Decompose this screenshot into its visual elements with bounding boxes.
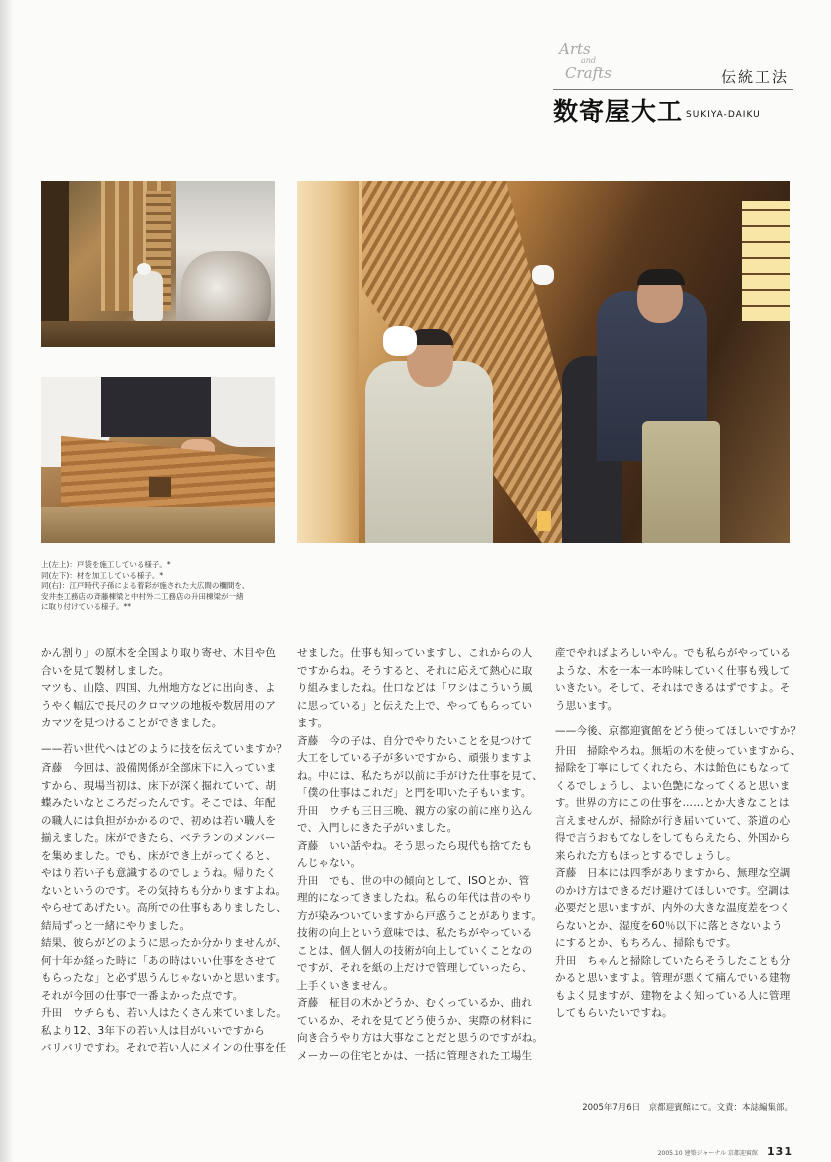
body-line: やらせてあげたい。高所での仕事もありましたし、: [41, 902, 287, 914]
and-word: and: [581, 56, 597, 65]
body-line: で、入門しにきた子がいました。: [297, 822, 458, 834]
caption-line: 上(左上)：戸袋を施工している様子。*: [41, 560, 171, 569]
body-line: 斉藤 今の子は、自分でやりたいことを見つけて: [297, 734, 533, 747]
body-line: 升田 ちゃんと掃除していたらそうしたことも分: [555, 954, 791, 967]
body-line: ね。中には、私たちが以前に手がけた仕事を見て、: [297, 769, 543, 782]
interview-byline: 2005年7月6日 京都迎賓館にて。文責：本誌編集部。: [582, 1103, 793, 1113]
body-line: に思っている」と伝えた上で、やってもらってい: [297, 699, 533, 712]
body-line: 合いを見て製材しました。: [41, 664, 170, 677]
category-label: 伝統工法: [720, 68, 789, 86]
caption-line: に取り付けている様子。**: [41, 602, 131, 611]
body-column-3: [555, 645, 802, 1023]
body-line: 結果、彼らがどのように思ったか分かりませんが、: [41, 937, 288, 949]
interview-question: ——若い世代へはどのように技を伝えていますか？: [41, 742, 288, 755]
page-title-english: SUKIYA-DAIKU: [686, 110, 761, 120]
body-line: ます。: [297, 717, 329, 729]
page-number: 131: [767, 1145, 793, 1158]
body-line: 升田 ウチらも、若い人はたくさん来ていました。: [41, 1007, 288, 1019]
body-line: 方が染みついていますから戸惑うことがあります。: [297, 909, 543, 922]
body-line: 向き合うやり方は大事なことだと思うのですがね。: [297, 1032, 544, 1044]
body-line: 斉藤 日本には四季がありますから、無理な空調: [555, 867, 791, 879]
body-line: すから、現場当初は、床下が深く掘れていて、胡: [41, 779, 277, 792]
body-line: それが今回の仕事で一番よかった点です。: [41, 989, 244, 1002]
section-header: [553, 42, 793, 132]
body-line: 上手くいきません。: [297, 979, 394, 992]
body-line: ですが、それを紙の上だけで管理していったら、: [297, 962, 533, 974]
body-line: 升田 ウチも三日三晩、親方の家の前に座り込ん: [297, 804, 533, 817]
body-line: 蝶みたいなところだったんです。そこでは、年配: [41, 797, 276, 809]
page-title: 数寄屋大工: [553, 97, 684, 126]
body-line: せました。仕事も知っていますし、これからの人: [297, 647, 533, 659]
body-line: いきたい。そして、それはできるはずですよ。そ: [555, 682, 791, 694]
body-line: 必要だと思いますが、内外の大きな温度差をつく: [555, 902, 791, 914]
page-footer: [658, 1140, 793, 1159]
photo-wood-processing: [41, 377, 275, 543]
photo-ranma-installation: [297, 181, 790, 543]
body-line: してもらいたいですね。: [555, 1007, 673, 1019]
body-line: の職人には負担がかかるので、初めは若い職人を: [41, 814, 277, 827]
body-line: のかけ方はできるだけ避けてほしいです。空調は: [555, 884, 790, 897]
body-line: り組みましたね。仕口などは「ワシはこういう風: [297, 682, 533, 694]
body-line: 掃除を丁寧にしてくれたら、木は飴色にもなって: [555, 762, 791, 774]
body-line: 私より12、3年下の若い人は目がいいですから: [41, 1024, 265, 1037]
arts-and-crafts-logo: [559, 42, 612, 80]
body-line: 何十年か経った時に「あの時はいい仕事をさせて: [41, 954, 277, 967]
body-line: メーカーの住宅とかは、一括に管理された工場生: [297, 1049, 533, 1062]
body-line: を集めました。でも、床ができ上がってくると、: [41, 849, 277, 862]
arts-word: Arts: [559, 40, 591, 58]
crafts-word: Crafts: [565, 64, 612, 82]
body-line: 揃えました。床ができたら、ベテランのメンバー: [41, 832, 276, 844]
body-line: 来られた方もほっとするでしょうし。: [555, 849, 737, 862]
caption-line: 同(右)：江戸時代子孫による着彩が施された大広間の欄間を、: [41, 581, 250, 590]
caption-line: 同(左下)：材を加工している様子。*: [41, 570, 164, 580]
body-line: 大工をしている子が多いですから、頑張りますよ: [297, 752, 533, 764]
body-line: かると思いますよ。管理が悪くて痛んでいる建物: [555, 972, 791, 984]
body-column-1: [41, 645, 288, 1058]
body-line: 技術の向上という意味では、私たちがやっている: [297, 927, 533, 939]
body-line: バリバリですわ。それで若い人にメインの仕事を任: [41, 1042, 287, 1054]
body-line: カマツを見つけることができました。: [41, 717, 223, 729]
body-line: 産でやればよろしいやん。でも私らがやっている: [555, 647, 792, 659]
body-line: もらったな」と必ず思うんじゃないかと思います。: [41, 972, 287, 984]
body-line: 斉藤 柾目の木かどうか、むくっているか、曲れ: [297, 997, 533, 1009]
body-line: んじゃない。: [297, 857, 362, 869]
body-line: 理的になってきましたね。私らの年代は昔のやり: [297, 892, 533, 904]
body-line: もよく見ますが、建物をよく知っている人に管理: [555, 989, 791, 1002]
body-line: 斉藤 今回は、設備関係が全部床下に入っていま: [41, 762, 277, 774]
header-rule: [553, 89, 793, 90]
body-line: 升田 掃除やろね。無垢の木を使っていますから、: [555, 744, 802, 757]
page-spine-shadow: [0, 0, 14, 1162]
body-line: 得で言うおもてなしをしてもらえたら、外国から: [555, 832, 791, 844]
body-line: ないというのです。その気持ちも分かりますよね。: [41, 884, 287, 897]
body-line: にするとか、もちろん、掃除もです。: [555, 937, 737, 949]
body-line: やはり若い子も意識するのでしょうね。帰りたく: [41, 867, 277, 879]
body-line: す。世界の方にこの仕事を……とか大きなことは: [555, 797, 790, 809]
body-line: マツも、山陰、四国、九州地方などに出向き、よ: [41, 682, 276, 694]
body-line: かん割り」の原木を全国より取り寄せ、木目や色: [41, 647, 277, 659]
body-column-2: [297, 645, 544, 1065]
body-line: う思います。: [555, 699, 619, 712]
body-line: 言えませんが、掃除が行き届いていて、茶道の心: [555, 814, 791, 827]
body-line: らないとか、湿度を60％以下に落とさないよう: [555, 919, 783, 932]
body-line: くるでしょうし、よい色艶になってくると思いま: [555, 779, 791, 792]
photo-door-pocket-installation: [41, 181, 275, 347]
caption-line: 安井杢工務店の斉藤棟梁と中村外二工務店の升田棟梁が一緒: [41, 591, 244, 601]
body-line: うやく幅広で長尺のクロマツの地板や数居用のア: [41, 699, 277, 712]
body-line: 斉藤 いい話やね。そう思ったら現代も捨てたも: [297, 839, 533, 852]
body-line: 「僕の仕事はこれだ」と門を叩いた子もいます。: [297, 787, 532, 799]
body-line: ているか、それを見てどう使うか、実際の材料に: [297, 1014, 533, 1027]
body-line: ような、木を一本一本吟味していく仕事も残して: [555, 664, 791, 677]
footer-issue-info: 2005.10 建築ジャーナル 京都迎賓館: [657, 1150, 758, 1157]
body-line: ことは、個人個人の技術が向上していくことなの: [297, 944, 533, 957]
photo-caption: [41, 560, 291, 613]
body-line: 升田 でも、世の中の傾向として、ISOとか、管: [297, 874, 530, 887]
body-line: 結局ずっと一緒にやりました。: [41, 919, 191, 932]
interview-question: ——今後、京都迎賓館をどう使ってほしいですか？: [555, 725, 802, 737]
body-line: ですからね。そうすると、それに応えて熱心に取: [297, 664, 533, 677]
